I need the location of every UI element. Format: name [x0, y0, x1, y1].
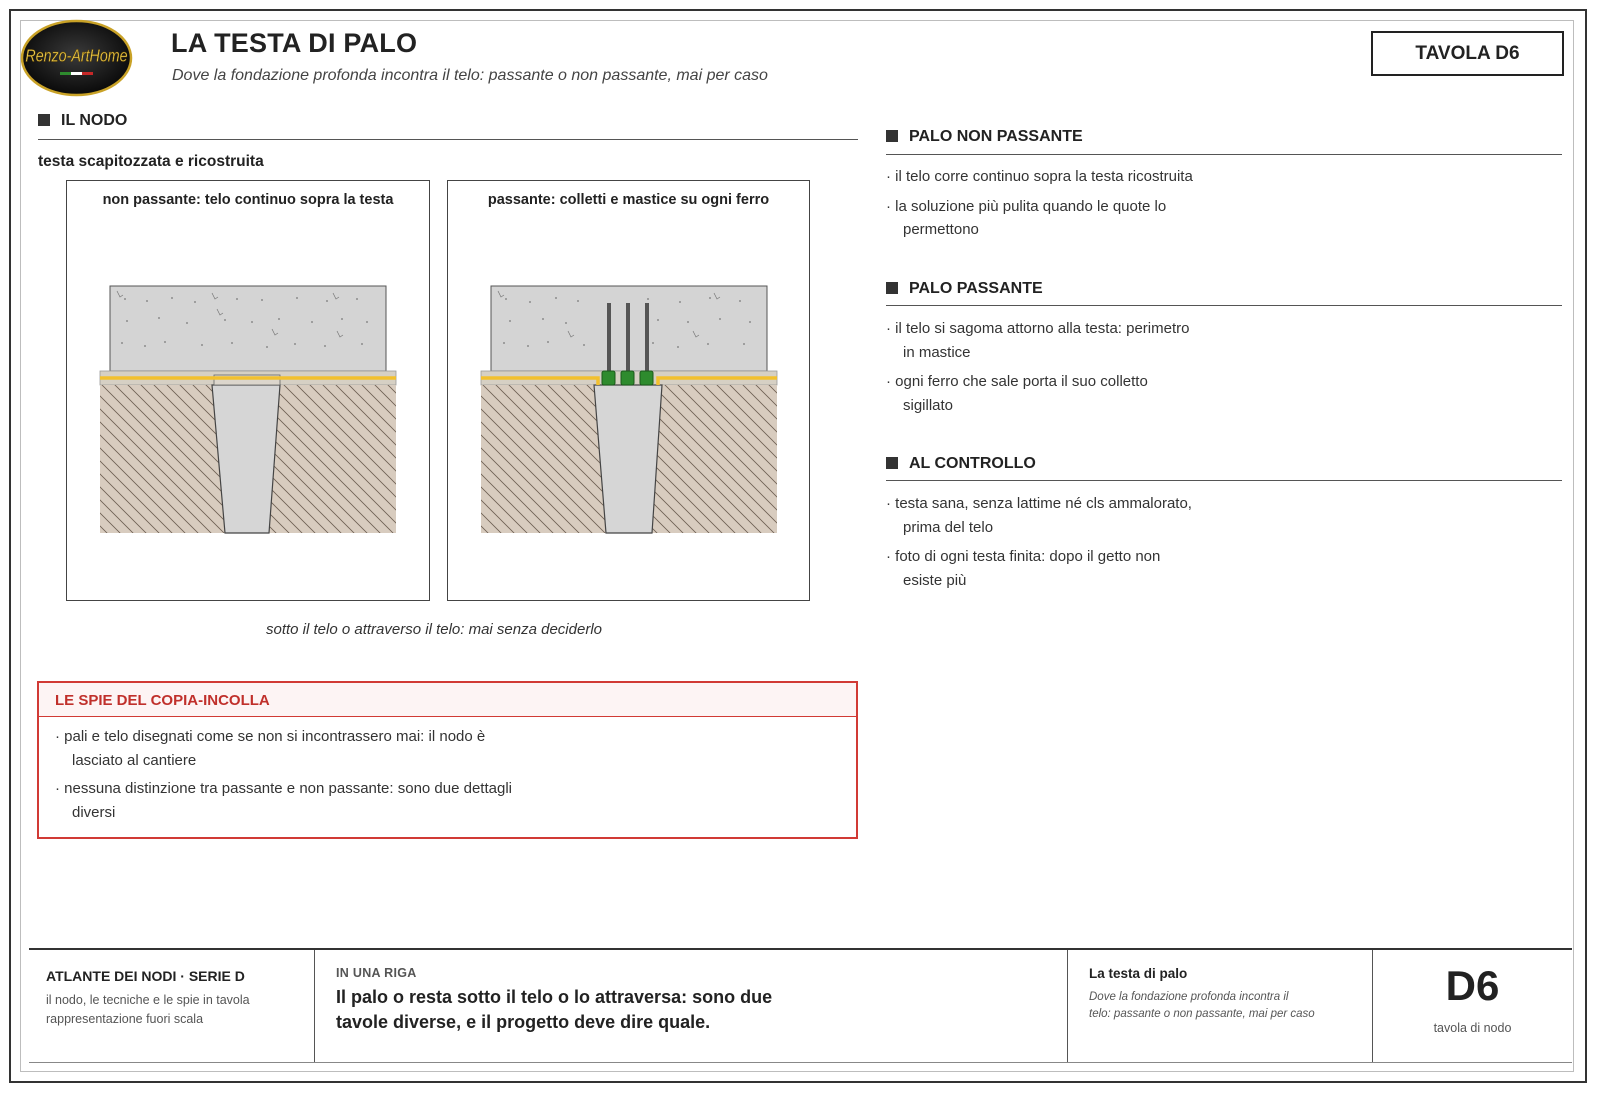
- nodo-subheading: testa scapitozzata e ricostruita: [38, 153, 264, 170]
- section-rule: [886, 305, 1562, 306]
- list-item: · il telo si sagoma attorno alla testa: perimetro in mastice: [886, 320, 1190, 361]
- series-title: ATLANTE DEI NODI · SERIE D: [46, 968, 245, 984]
- passante-list: [886, 317, 1189, 417]
- series-description: il nodo, le tecniche e le spie in tavola rappresentazione fuori scala: [46, 993, 250, 1026]
- spie-list: [55, 725, 512, 824]
- section-heading-text: IL NODO: [61, 112, 128, 129]
- controllo-list: [886, 492, 1192, 592]
- title-block-top-rule: [29, 948, 1572, 950]
- spie-warning-box: [37, 681, 858, 839]
- list-item: · il telo corre continuo sopra la testa ricostruita: [886, 168, 1193, 185]
- section-heading-passante: PALO PASSANTE: [886, 280, 1043, 298]
- sheet-code: D6: [1445, 962, 1500, 1009]
- page-subtitle: Dove la fondazione profonda incontra il telo: passante o non passante, mai per caso: [172, 67, 768, 84]
- svg-text:Renzo-ArtHome: Renzo-ArtHome: [25, 46, 128, 66]
- detail-panel-non-passante: [66, 180, 430, 601]
- non-passante-list: [886, 165, 1193, 242]
- sheet-code-description: tavola di nodo: [1433, 1021, 1512, 1035]
- spie-title: LE SPIE DEL COPIA-INCOLLA: [55, 692, 270, 709]
- section-rule: [886, 154, 1562, 155]
- section-rule: [38, 139, 858, 140]
- panel-title: passante: colletti e mastice su ogni ferro: [487, 192, 770, 208]
- square-bullet-icon: [886, 457, 898, 469]
- list-item: · nessuna distinzione tra passante e non passante: sono due dettagli diversi: [55, 780, 512, 821]
- section-rule: [886, 480, 1562, 481]
- riga-label: IN UNA RIGA: [336, 966, 417, 980]
- spie-header: [39, 683, 856, 717]
- title-block-divider: [314, 950, 315, 1062]
- square-bullet-icon: [886, 130, 898, 142]
- title-block-divider: [1067, 950, 1068, 1062]
- title-block-bottom-rule: [29, 1062, 1572, 1063]
- renzo-arthome-logo: [20, 19, 133, 97]
- panel-title: non passante: telo continuo sopra la testa: [102, 192, 394, 208]
- square-bullet-icon: [886, 282, 898, 294]
- list-item: · ogni ferro che sale porta il suo colletto sigillato: [886, 373, 1148, 414]
- diagram-caption: sotto il telo o attraverso il telo: mai senza deciderlo: [266, 621, 602, 638]
- page-title: LA TESTA DI PALO: [171, 28, 418, 58]
- section-heading-nodo: [38, 112, 127, 130]
- riga-text: Il palo o resta sotto il telo o lo attraversa: sono due tavole diverse, e il progetto deve dire quale.: [336, 987, 773, 1032]
- section-heading-controllo: AL CONTROLLO: [886, 455, 1036, 473]
- section-heading-non-passante: PALO NON PASSANTE: [886, 128, 1083, 146]
- list-item: · pali e telo disegnati come se non si incontrassero mai: il nodo è lasciato al cantiere: [55, 728, 486, 769]
- passante-section-drawing: [448, 181, 809, 600]
- list-item: · testa sana, senza lattime né cls ammalorato, prima del telo: [886, 495, 1192, 536]
- sheet-description: Dove la fondazione profonda incontra il telo: passante o non passante, mai per caso: [1089, 991, 1315, 1020]
- sheet-label-box: TAVOLA D6: [1371, 31, 1564, 76]
- detail-panel-passante: [447, 180, 810, 601]
- non-passante-section-drawing: [67, 181, 429, 600]
- list-item: · la soluzione più pulita quando le quote lo permettono: [886, 197, 1167, 238]
- square-bullet-icon: [38, 114, 50, 126]
- sheet-name: La testa di palo: [1089, 966, 1188, 981]
- list-item: · foto di ogni testa finita: dopo il getto non esiste più: [886, 548, 1161, 589]
